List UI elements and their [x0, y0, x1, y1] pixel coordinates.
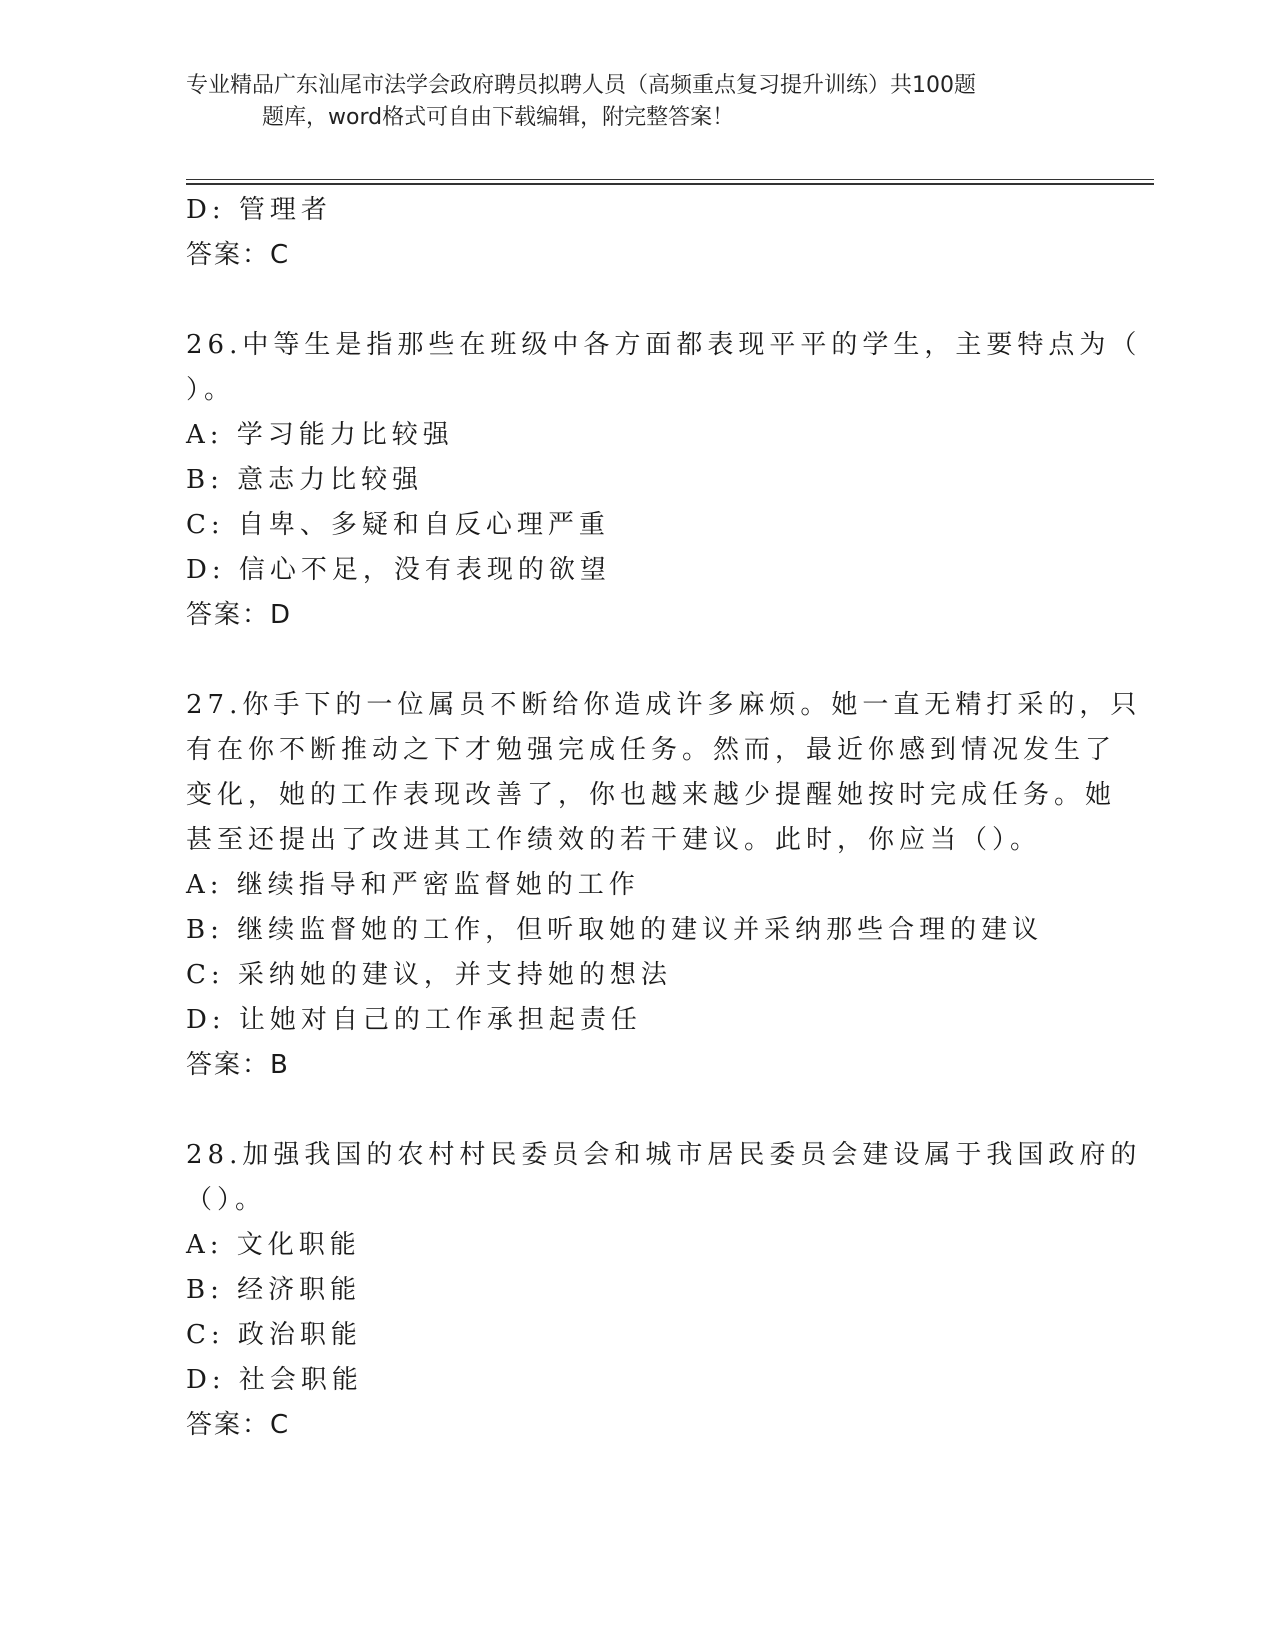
header-title-line1: 专业精品广东汕尾市法学会政府聘员拟聘人员（高频重点复习提升训练）共100题 — [186, 73, 976, 98]
answer: 答案：C — [186, 1410, 291, 1440]
answer: 答案：B — [186, 1050, 290, 1080]
header-rule-thick — [186, 183, 1154, 185]
question-stem: 26.中等生是指那些在班级中各方面都表现平平的学生，主要特点为（ — [186, 330, 1142, 360]
prev-option-d: D: 管理者 — [186, 195, 332, 225]
option-a: A: 学习能力比较强 — [186, 420, 454, 450]
question-stem-cont: （）。 — [186, 1185, 267, 1215]
question-stem: 27.你手下的一位属员不断给你造成许多麻烦。她一直无精打采的，只 — [186, 690, 1142, 720]
header-rule-thin — [186, 179, 1154, 180]
question-28 — [186, 1133, 1142, 1448]
option-d: D: 社会职能 — [186, 1365, 363, 1395]
option-a: A: 继续指导和严密监督她的工作 — [186, 870, 640, 900]
question-stem: 28.加强我国的农村村民委员会和城市居民委员会建设属于我国政府的 — [186, 1140, 1142, 1170]
option-d: D: 信心不足，没有表现的欲望 — [186, 555, 611, 585]
question-27 — [186, 683, 1142, 1088]
option-b: B: 经济职能 — [186, 1275, 362, 1305]
question-stem-cont: 变化，她的工作表现改善了，你也越来越少提醒她按时完成任务。她 — [186, 780, 1117, 810]
prev-answer: 答案：C — [186, 240, 291, 270]
option-a: A: 文化职能 — [186, 1230, 361, 1260]
option-c: C: 自卑、多疑和自反心理严重 — [186, 510, 610, 540]
question-stem-cont: ）。 — [186, 375, 236, 405]
option-b: B: 继续监督她的工作，但听取她的建议并采纳那些合理的建议 — [186, 915, 1044, 945]
option-c: C: 采纳她的建议，并支持她的想法 — [186, 960, 672, 990]
answer: 答案：D — [186, 600, 293, 630]
option-b: B: 意志力比较强 — [186, 465, 424, 495]
question-26 — [186, 323, 1142, 638]
question-stem-cont: 甚至还提出了改进其工作绩效的若干建议。此时，你应当（）。 — [186, 825, 1042, 855]
header-title-line2: 题库，word格式可自由下载编辑，附完整答案！ — [262, 105, 735, 130]
document-body — [186, 188, 1142, 1448]
question-stem-cont: 有在你不断推动之下才勉强完成任务。然而，最近你感到情况发生了 — [186, 735, 1117, 765]
option-d: D: 让她对自己的工作承担起责任 — [186, 1005, 642, 1035]
option-c: C: 政治职能 — [186, 1320, 362, 1350]
